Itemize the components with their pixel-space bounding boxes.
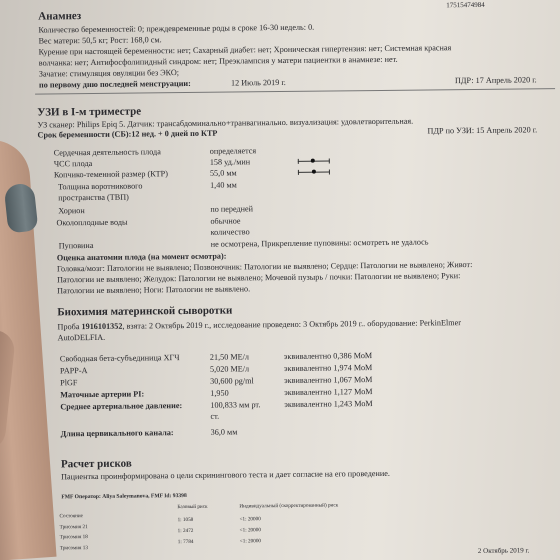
biochem-label: Среднее артериальное давление:	[60, 401, 183, 412]
scanner-line: УЗ сканер: Philips Epiq 5. Датчик: трансабдоминально+транвагинально. визуализация: удовлетворительная.	[37, 116, 414, 130]
us-row-value: количество	[210, 227, 250, 237]
us-row-label: Околоплодные воды	[56, 217, 128, 228]
biochem-label: PAPP-A	[59, 366, 88, 376]
biochem-value: ст.	[210, 411, 220, 421]
biochem-value: 21,50 МЕ/л	[209, 352, 250, 362]
risk-factors-line-2: волчанка: нет; Антифосфолипидный синдром: нет; Преэклампсия у матери пациентки в анамнезе: нет.	[38, 54, 398, 68]
us-row-label: ЧСС плода	[53, 158, 93, 169]
biochem-value: 30,600 pg/ml	[210, 376, 254, 386]
risk-title: Расчет рисков	[60, 457, 132, 471]
biochem-mom: эквивалентно 1,243 МоМ	[284, 399, 373, 409]
us-row-label: Хорион	[58, 206, 85, 216]
fhr-reference-scale	[298, 160, 330, 161]
risk-individual: <1: 20000	[239, 527, 261, 534]
crl-reference-scale	[298, 171, 330, 172]
col-condition: Состояние	[59, 513, 83, 520]
anatomy-line-1: Головка/мозг: Патологии не выявлено; Позвоночник: Патологии не выявлено; Сердце: Патологии не выявлено; Живот:	[56, 260, 473, 274]
biochem-mom: эквивалентно 1,127 МоМ	[284, 387, 373, 397]
biochem-title: Биохимия материнской сыворотки	[57, 304, 233, 319]
sample-line	[57, 319, 460, 331]
us-row-label: Сердечная деятельность плода	[53, 147, 161, 158]
informed-consent: Пациентка проинформирована о цели скринингового теста и дает согласие на его проведение.	[61, 468, 390, 482]
us-row-value: определяется	[209, 146, 257, 156]
anatomy-line-3: Патологии не выявлено; Ноги: Патологии не выявлено.	[57, 284, 251, 296]
risk-condition: Трисомия 13	[59, 545, 88, 552]
us-row-label: Копчико-теменной размер (КТР)	[53, 169, 168, 180]
us-row-value: 55,0 мм	[209, 168, 237, 178]
col-base-risk: Базовый риск	[177, 503, 208, 511]
pdr-ultrasound: ПДР по УЗИ: 15 Апрель 2020 г.	[427, 125, 538, 136]
us-row-label: пространства (ТВП)	[58, 192, 129, 203]
risk-individual: <1: 20000	[239, 516, 261, 523]
mother-stats-line: Вес матери: 50,5 кг; Рост: 168,0 см.	[38, 35, 162, 46]
pdr-lmp: ПДР: 17 Апрель 2020 г.	[454, 75, 537, 86]
anatomy-line-2: Патологии не выявлено; Желудок: Патологии не выявлено; Мочевой пузырь / почки: Патологии не выявлено; Руки:	[56, 271, 461, 285]
barcode-number: 17515474984	[446, 0, 485, 10]
device-line: AutoDELFIA.	[57, 332, 106, 343]
ultrasound-title: УЗИ в I-м триместре	[37, 105, 142, 119]
biochem-mom: эквивалентно 1,974 МоМ	[283, 363, 373, 373]
risk-factors-line-1: Курение при настоящей беременности: нет; Сахарный диабет: нет; Хроническая гипертензия: нет; Системная красная	[38, 43, 452, 57]
risk-condition: Трисомия 18	[59, 534, 88, 541]
conception-line: Зачатие: стимуляция овуляции без ЭКО;	[38, 68, 180, 79]
us-row-label: Пуповина	[58, 240, 94, 251]
risk-condition: Трисомия 21	[59, 524, 88, 531]
risk-base: 1: 7784	[177, 538, 194, 546]
fmf-operator: FMF Оператор: Aliya Saleymanova, FMF Id: 93398	[61, 493, 187, 501]
biochem-label: PlGF	[60, 378, 78, 388]
sample-prefix: Проба	[57, 322, 80, 332]
anatomy-title: Оценка анатомии плода (на момент осмотра):	[56, 251, 227, 263]
us-row-label: Толщина воротникового	[58, 181, 143, 192]
biochem-label: Свободная бета-субъединица ХГЧ	[59, 353, 180, 364]
pregnancies-line: Количество беременностей: 0; преждевременные роды в сроке 16-30 недель: 0.	[38, 22, 315, 35]
biochem-value: 1,950	[210, 388, 229, 398]
biochem-label: Длина цервикального канала:	[60, 428, 174, 439]
risk-base: 1: 2472	[177, 527, 194, 535]
us-row-value: по передней	[210, 204, 254, 214]
section-divider	[35, 88, 555, 94]
footer-date: 2 Октябрь 2019 г.	[477, 546, 530, 555]
sample-id: 1916101352	[81, 321, 123, 332]
anamnesis-title: Анамнез	[38, 10, 82, 23]
risk-base: 1: 1058	[177, 516, 194, 524]
us-row-value: обычное	[210, 216, 241, 226]
lmp-value: 12 Июль 2019 г.	[230, 77, 286, 88]
us-row-value: 158 уд./мин	[209, 157, 251, 167]
lmp-label: по первому дню последней менструации:	[38, 78, 191, 90]
biochem-label: Маточные артерии PI:	[60, 389, 145, 400]
biochem-value: 36,0 мм	[210, 427, 238, 437]
biochem-mom: эквивалентно 1,067 МоМ	[284, 375, 373, 385]
us-row-value: не осмотрена, Прикрепление пуповины: осмотреть не удалось	[210, 237, 429, 249]
us-row-value: 1,40 мм	[210, 180, 237, 190]
risk-individual: <1: 20000	[239, 538, 262, 545]
biochem-value: 5,020 МЕ/л	[209, 364, 250, 374]
gestation-term: Срок беременности (СБ):12 нед. + 0 дней по КТР	[37, 128, 218, 140]
sample-details: , взята: 2 Октябрь 2019 г., исследование проведено: 3 Октябрь 2019 г.. оборудование: PerkinElmer	[122, 318, 461, 331]
col-individual-risk: Индивидуальный (скорректированный) риск	[239, 502, 339, 510]
biochem-mom: эквивалентно 0,386 МоМ	[283, 351, 373, 361]
biochem-value: 100,833 мм рт.	[210, 400, 261, 410]
